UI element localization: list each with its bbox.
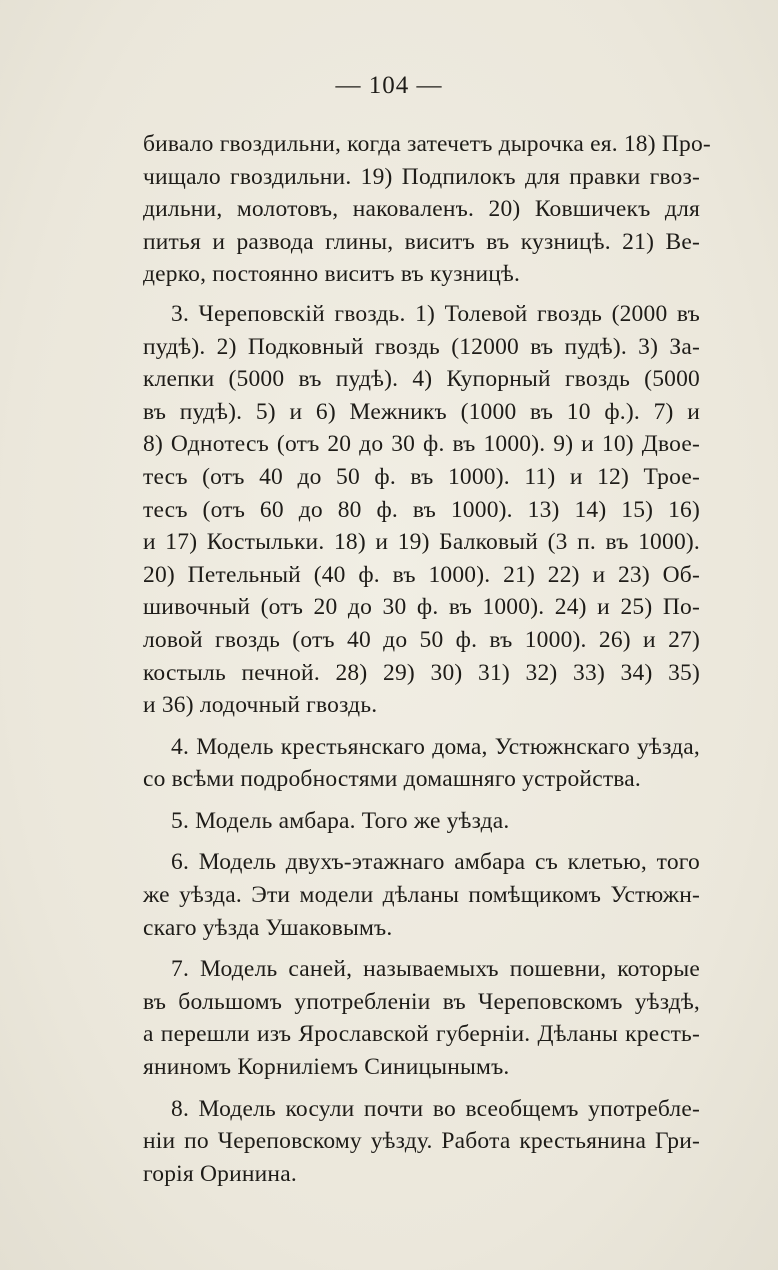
text-line: ловой гвоздь (отъ 40 до 50 ф. въ 1000). 26) и 27) [143, 626, 700, 653]
text-line: 6. Модель двухъ-этажнаго амбара съ клетью, того [171, 849, 700, 876]
paragraph-3 [143, 731, 700, 796]
paragraph-5 [143, 846, 700, 944]
paragraph-2 [143, 298, 700, 722]
text-line: же уѣзда. Эти модели дѣланы помѣщикомъ Устюжн- [143, 882, 700, 909]
text-line: питья и развода глины, виситъ въ кузницѣ. 21) Ве- [143, 228, 700, 255]
text-line: бивало гвоздильни, когда затечетъ дырочка ея. 18) Про- [143, 131, 711, 157]
text-line: клепки (5000 въ пудѣ). 4) Купорный гвоздь (5000 [143, 366, 700, 393]
text-line: тесъ (отъ 40 до 50 ф. въ 1000). 11) и 12) Трое- [143, 463, 700, 490]
text-line: 20) Петельный (40 ф. въ 1000). 21) 22) и 23) Об- [143, 561, 700, 588]
text-line: 5. Модель амбара. Того же уѣзда. [171, 807, 510, 834]
paragraph-4 [143, 805, 700, 838]
paragraph-6 [143, 953, 700, 1083]
text-line: и 36) лодочный гвоздь. [143, 692, 378, 719]
text-line: пудѣ). 2) Подковный гвоздь (12000 въ пудѣ). 3) За- [143, 333, 700, 360]
text-line: 4. Модель крестьянскаго дома, Устюжнскаго уѣзда, [171, 733, 700, 760]
text-line: дильни, молотовъ, наковаленъ. 20) Ковшичекъ для [143, 196, 700, 223]
text-line: 8) Однотесъ (отъ 20 до 30 ф. въ 1000). 9) и 10) Двое- [143, 431, 700, 458]
text-line: 3. Череповскій гвоздь. 1) Толевой гвоздь (2000 въ [171, 300, 700, 327]
text-line: дерко, постоянно виситъ въ кузницѣ. [143, 261, 521, 288]
paragraph-7 [143, 1093, 700, 1191]
text-line: горія Оринина. [143, 1160, 297, 1187]
text-line: костыль печной. 28) 29) 30) 31) 32) 33) 34) 35) [143, 659, 700, 686]
text-line: въ пудѣ). 5) и 6) Межникъ (1000 въ 10 ф.). 7) и [143, 398, 700, 425]
text-line: скаго уѣзда Ушаковымъ. [143, 914, 393, 941]
text-line: шивочный (отъ 20 до 30 ф. въ 1000). 24) и 25) По- [143, 594, 700, 621]
text-line: яниномъ Корниліемъ Синицынымъ. [143, 1054, 510, 1081]
text-line: а перешли изъ Ярославской губерніи. Дѣланы кресть- [143, 1021, 700, 1048]
text-line: чищало гвоздильни. 19) Подпилокъ для правки гвоз- [143, 163, 700, 190]
text-line: и 17) Костыльки. 18) и 19) Балковый (3 п. въ 1000). [143, 529, 700, 556]
page-number: — 104 — [335, 72, 443, 99]
text-line: ніи по Череповскому уѣзду. Работа крестьянина Гри- [143, 1128, 700, 1155]
page-body [143, 128, 711, 1190]
text-line: 7. Модель саней, называемыхъ пошевни, которые [171, 956, 700, 983]
paragraph-1 [143, 128, 711, 291]
text-line: со всѣми подробностями домашняго устройства. [143, 766, 641, 793]
text-line: въ большомъ употребленіи въ Череповскомъ уѣздѣ, [143, 988, 700, 1015]
text-line: тесъ (отъ 60 до 80 ф. въ 1000). 13) 14) 15) 16) [143, 496, 700, 523]
text-line: 8. Модель косули почти во всеобщемъ употребле- [171, 1095, 700, 1122]
